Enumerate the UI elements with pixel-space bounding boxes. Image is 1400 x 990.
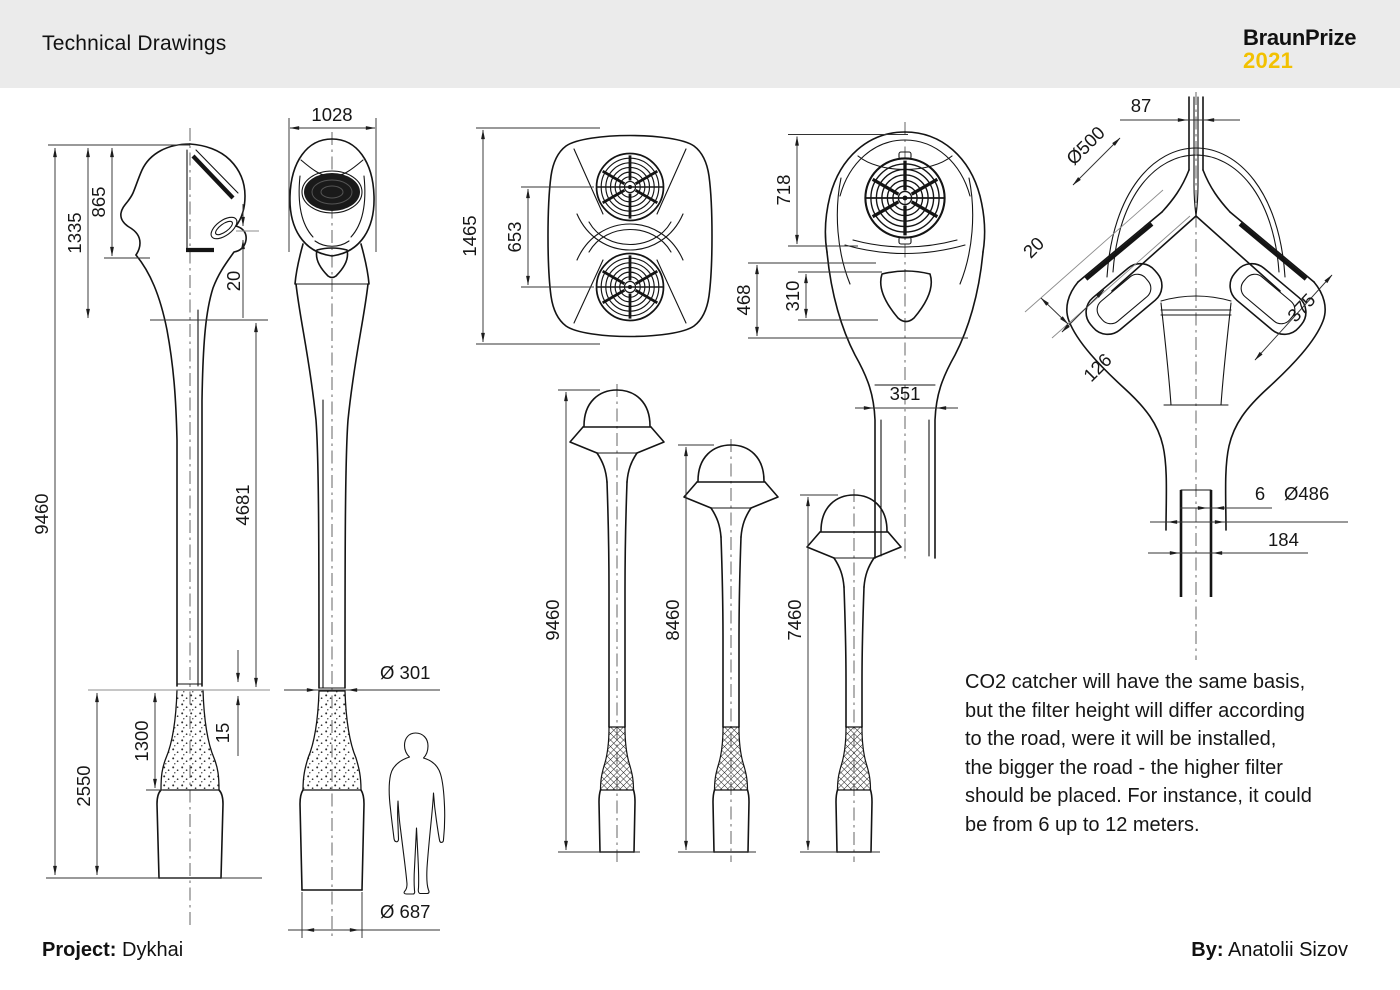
front-view-drawing bbox=[284, 104, 445, 940]
note-line: to the road, were it will be installed, bbox=[965, 728, 1277, 750]
dim-label-variant-short: 7460 bbox=[784, 599, 805, 641]
dim-label-vent-length: 375 bbox=[1283, 289, 1320, 327]
note-line: CO2 catcher will have the same basis, bbox=[965, 671, 1306, 693]
author-label: By: bbox=[1191, 939, 1224, 961]
dim-label-slot-gap: 20 bbox=[1018, 232, 1049, 263]
dim-label-channel-width: 184 bbox=[1268, 529, 1299, 550]
height-variants-drawing bbox=[542, 384, 901, 862]
project-caption bbox=[42, 939, 183, 962]
dim-label-vent-gap: 20 bbox=[223, 270, 244, 292]
dim-label-vent-height: 310 bbox=[782, 280, 803, 312]
dim-label-collar-step: 15 bbox=[212, 722, 233, 744]
dim-label-head-height: 1335 bbox=[64, 212, 85, 254]
project-value: Dykhai bbox=[122, 939, 184, 961]
brand-year: 2021 bbox=[1243, 48, 1294, 73]
dim-label-base-diameter: Ø 687 bbox=[380, 901, 431, 922]
note-line: the bigger the road - the higher filter bbox=[965, 756, 1283, 779]
dim-label-pole-length: 4681 bbox=[232, 484, 253, 526]
variant-lamp-tall bbox=[542, 384, 664, 862]
description-note bbox=[965, 668, 1355, 839]
dim-label-filter-height: 1300 bbox=[131, 720, 152, 762]
dim-label-neck-width: 351 bbox=[889, 383, 921, 404]
variant-lamp-short bbox=[784, 489, 901, 862]
dim-label-base-section: 2550 bbox=[73, 765, 94, 807]
dim-label-pole-diameter: Ø 301 bbox=[380, 662, 431, 683]
dim-label-wall-thickness: 6 bbox=[1254, 483, 1266, 504]
dim-label-section-height: 468 bbox=[733, 284, 754, 316]
note-line: but the filter height will differ according bbox=[965, 699, 1305, 722]
dim-label-top-length: 1465 bbox=[459, 215, 480, 257]
dim-label-head-width: 1028 bbox=[311, 104, 353, 125]
dim-label-head-view-height: 718 bbox=[773, 174, 794, 206]
dim-label-fan-spacing: 653 bbox=[504, 221, 525, 253]
detail-view-drawing bbox=[1019, 92, 1348, 660]
dim-label-tip-width: 87 bbox=[1130, 95, 1152, 116]
note-line: should be placed. For instance, it could bbox=[965, 785, 1312, 807]
dim-label-overall-height: 9460 bbox=[31, 493, 52, 535]
dim-label-ring-diameter: Ø500 bbox=[1061, 121, 1109, 169]
dim-label-inner-diameter: Ø486 bbox=[1284, 483, 1330, 504]
dim-label-variant-medium: 8460 bbox=[662, 599, 683, 641]
head-front-view-drawing bbox=[733, 122, 985, 560]
author-value: Anatolii Sizov bbox=[1227, 939, 1348, 961]
side-view-drawing bbox=[31, 128, 270, 925]
page-title: Technical Drawings bbox=[42, 32, 227, 55]
human-figure bbox=[389, 733, 445, 894]
dim-label-variant-tall: 9460 bbox=[542, 599, 563, 641]
dim-label-head-upper: 865 bbox=[88, 186, 109, 218]
project-label: Project: bbox=[42, 939, 117, 961]
brand-name: BraunPrize bbox=[1243, 25, 1357, 50]
dim-label-slot-length: 126 bbox=[1079, 349, 1116, 386]
top-view-drawing bbox=[459, 128, 712, 344]
note-line: be from 6 up to 12 meters. bbox=[965, 813, 1200, 836]
author-caption bbox=[1191, 939, 1348, 962]
variant-lamp-medium bbox=[662, 439, 778, 862]
